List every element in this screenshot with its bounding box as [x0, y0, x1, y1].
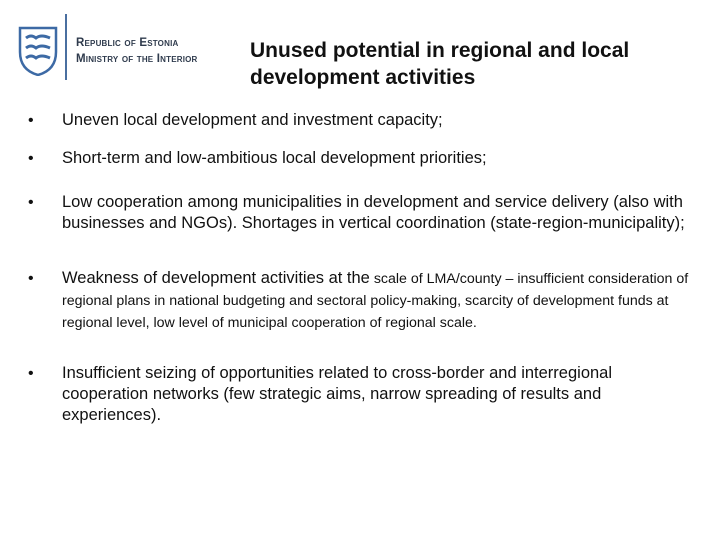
estonian-coat-of-arms-icon — [18, 26, 58, 76]
logo-country-text: Republic of Estonia — [76, 37, 179, 49]
ministry-logo — [18, 14, 218, 78]
bullet-text: Insufficient seizing of opportunities related to cross-border and interregional cooperation networks (few strategic aims, narrow spreading of results and experiences). — [62, 364, 613, 424]
bullet-dot-icon: • — [28, 112, 34, 129]
logo-divider — [65, 14, 67, 80]
bullet-text-lead: Weakness of development activities at the — [62, 269, 370, 287]
bullet-item — [28, 363, 700, 426]
bullet-item — [28, 148, 487, 169]
slide-title: Unused potential in regional and local development activities — [250, 39, 630, 89]
bullet-dot-icon: • — [28, 365, 34, 382]
bullet-dot-icon: • — [28, 150, 34, 167]
bullet-text: Uneven local development and investment capacity; — [62, 111, 443, 129]
bullet-text: Short-term and low-ambitious local development priorities; — [62, 149, 487, 167]
bullet-dot-icon: • — [28, 270, 34, 287]
bullet-text-rest: scale of LMA/county – insufficient consideration of regional plans in national budgeting and sectoral policy-making, scarcity of development funds at regional level, low level of municipal cooperation of regional scale. — [62, 271, 689, 331]
bullet-dot-icon: • — [28, 194, 34, 211]
bullet-item — [28, 110, 443, 131]
bullet-item — [28, 268, 700, 334]
bullet-text: Low cooperation among municipalities in development and service delivery (also with businesses and NGOs). Shortages in vertical coordination (state-region-municipality); — [62, 193, 685, 232]
bullet-item — [28, 192, 700, 234]
logo-ministry-text: Ministry of the Interior — [76, 53, 198, 65]
